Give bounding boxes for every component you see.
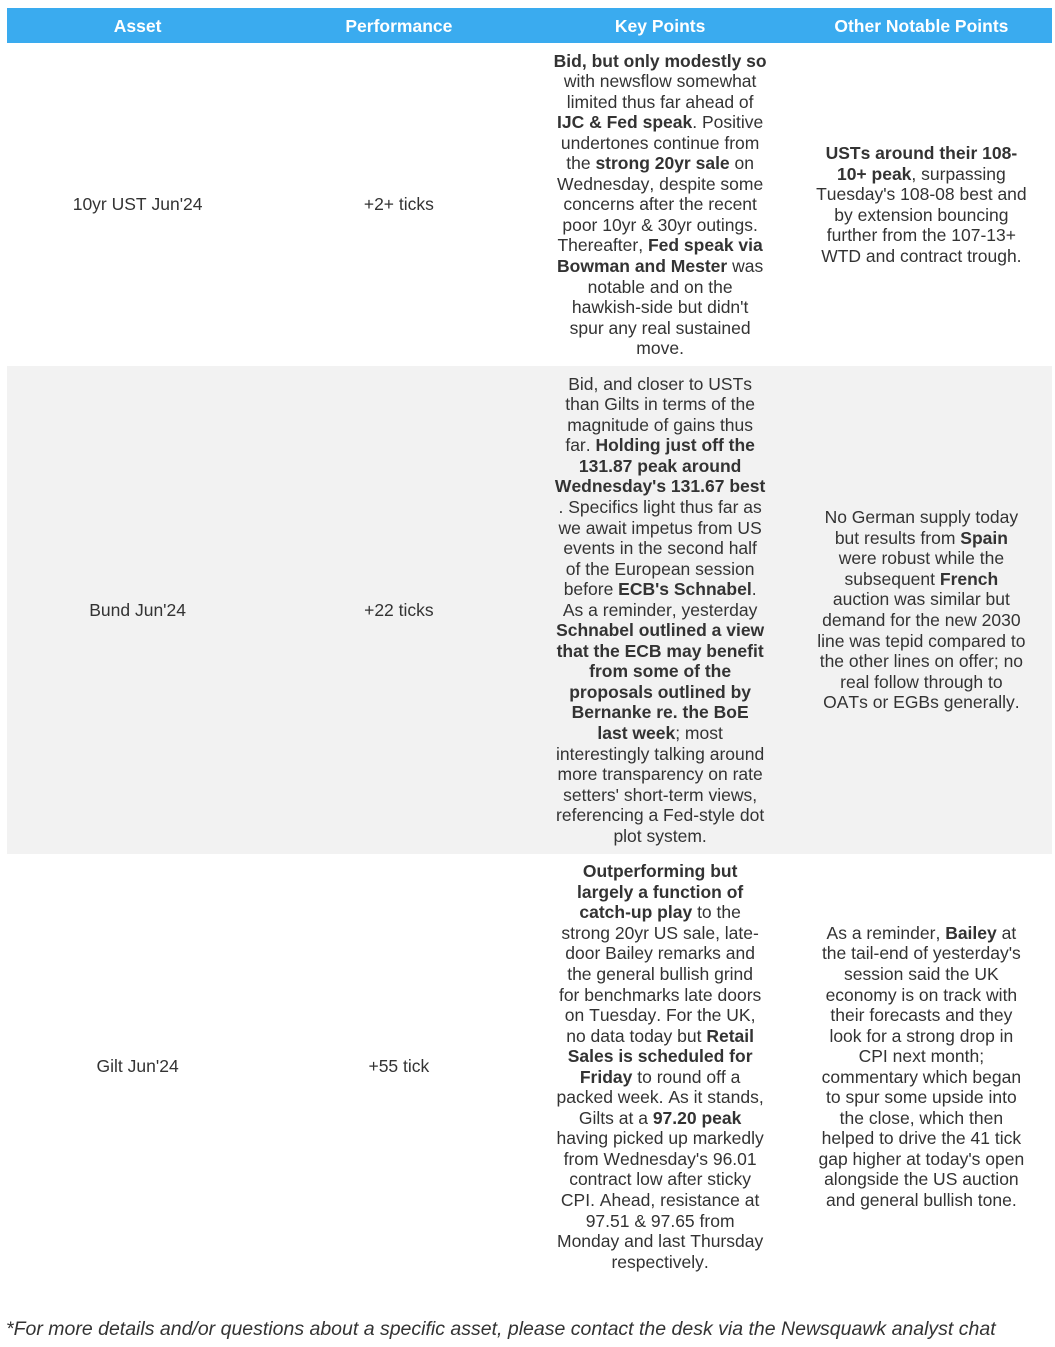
text-segment: concerns after the recent <box>563 194 757 215</box>
text-line <box>579 456 741 477</box>
text-line <box>837 164 1006 185</box>
text-segment: commentary which began <box>821 1066 1022 1087</box>
text-segment: the tail-end of yesterday's <box>821 943 1021 964</box>
text-segment: limited thus far ahead of <box>566 91 754 112</box>
text-segment: CPI. Ahead, resistance at <box>560 1190 760 1211</box>
bold-text-segment: Retail <box>706 1025 755 1046</box>
text-line <box>613 826 706 847</box>
text-line <box>830 1005 1012 1026</box>
text-segment: Bid, and closer to USTs <box>568 373 753 394</box>
text-line <box>557 256 763 277</box>
text-line <box>823 692 1019 713</box>
text-line <box>556 620 764 641</box>
text-line <box>557 1087 764 1108</box>
text-line <box>566 559 755 580</box>
other-notable-points-cell <box>791 51 1052 359</box>
text-line <box>562 215 758 236</box>
other-notable-points-cell <box>791 861 1052 1272</box>
text-line <box>563 600 758 621</box>
text-line <box>567 964 753 985</box>
text-line <box>826 143 1018 164</box>
text-line <box>579 1108 741 1129</box>
performance-cell: +2+ ticks <box>363 194 434 215</box>
text-segment: on <box>729 153 754 174</box>
text-line <box>567 92 754 113</box>
table-row-gilt <box>7 854 1052 1280</box>
text-segment: the <box>566 153 596 174</box>
text-line <box>827 225 1016 246</box>
bold-text-segment: strong 20yr sale <box>595 153 730 174</box>
text-segment: line was tepid compared to <box>817 630 1026 651</box>
bold-text-segment: largely a function of <box>576 881 744 902</box>
text-segment: their forecasts and they <box>830 1005 1013 1026</box>
text-line <box>554 51 767 72</box>
text-segment: Wednesday, despite some <box>557 173 764 194</box>
text-segment: was <box>727 255 764 276</box>
text-line <box>563 194 757 215</box>
bold-text-segment: Bid, but only modestly so <box>553 50 767 71</box>
bold-text-segment: Bernanke re. the BoE <box>571 702 749 723</box>
text-segment: ; most <box>675 723 723 743</box>
text-line <box>636 338 684 359</box>
text-segment: Monday and last Thursday <box>557 1231 764 1252</box>
text-segment: , surpassing <box>911 163 1006 184</box>
text-line <box>589 661 731 682</box>
bold-text-segment: French <box>939 568 999 589</box>
text-segment: session said the UK <box>844 964 999 985</box>
text-segment: CPI next month; <box>858 1046 985 1067</box>
text-segment: subsequent <box>844 568 940 589</box>
text-line <box>583 861 738 882</box>
text-segment: Tuesday's 108-08 best and <box>816 184 1027 205</box>
text-line <box>826 1087 1017 1108</box>
text-line <box>565 1005 756 1026</box>
text-line <box>558 497 761 518</box>
text-segment: WTD and contract trough. <box>821 245 1022 266</box>
text-segment: plot system. <box>613 825 707 846</box>
text-line <box>833 589 1010 610</box>
text-line <box>819 1149 1025 1170</box>
text-line <box>611 1252 708 1273</box>
text-line <box>569 1169 751 1190</box>
text-segment: packed week. As it stands, <box>556 1087 764 1108</box>
text-segment: alongside the US auction <box>824 1169 1019 1190</box>
text-segment: than Gilts in terms of the <box>565 394 755 415</box>
text-segment: for benchmarks late doors <box>558 984 762 1005</box>
text-segment: . <box>751 579 757 600</box>
text-line <box>572 297 749 318</box>
text-segment: events in the second half <box>563 538 757 559</box>
text-line <box>557 1231 763 1252</box>
text-line <box>557 112 763 133</box>
text-segment: notable and on the <box>587 276 733 297</box>
text-line <box>563 785 757 806</box>
performance-cell: +22 ticks <box>364 599 434 620</box>
text-line <box>822 943 1021 964</box>
text-segment: spur any real sustained <box>569 317 751 338</box>
text-segment: respectively. <box>611 1251 709 1272</box>
text-segment: gap higher at today's open <box>818 1148 1025 1169</box>
text-segment: . Specifics light thus far as <box>558 496 762 517</box>
text-segment: to round off a <box>632 1066 741 1087</box>
text-line <box>558 518 761 539</box>
text-segment: . Positive <box>692 112 764 133</box>
text-line <box>577 882 743 903</box>
text-segment: far. <box>565 435 596 456</box>
bold-text-segment: Wednesday's 131.67 best <box>554 476 766 497</box>
text-line <box>556 805 764 826</box>
text-line <box>579 902 740 923</box>
other-notable-points-cell <box>791 374 1052 847</box>
text-line <box>822 1128 1021 1149</box>
bold-text-segment: ECB's Schnabel <box>618 579 752 600</box>
text-line <box>827 923 1017 944</box>
text-segment: interestingly talking around <box>556 743 765 764</box>
text-line <box>829 1026 1013 1047</box>
text-line <box>820 651 1023 672</box>
text-segment: further from the 107-13+ <box>826 225 1016 246</box>
bold-text-segment: catch-up play <box>579 902 693 923</box>
table-row-bund <box>7 366 1052 854</box>
text-segment: demand for the new 2030 <box>822 609 1021 630</box>
bold-text-segment: 131.87 peak around <box>578 455 742 476</box>
text-segment: but results from <box>834 527 961 548</box>
text-line <box>558 764 763 785</box>
text-segment: having picked up markedly <box>556 1128 764 1149</box>
text-line <box>559 985 761 1006</box>
text-segment: OATs or EGBs generally. <box>823 692 1020 713</box>
text-line <box>565 394 755 415</box>
text-segment: to the <box>692 902 741 923</box>
bold-text-segment: IJC & Fed speak <box>557 112 693 133</box>
text-line <box>597 723 722 744</box>
text-segment: on Tuesday. For the UK, <box>564 1005 756 1026</box>
bold-text-segment: Friday <box>579 1066 633 1087</box>
key-points-cell <box>530 861 791 1272</box>
text-segment: and general bullish tone. <box>826 1190 1017 1211</box>
text-segment: door Bailey remarks and <box>565 943 755 964</box>
text-line <box>826 985 1018 1006</box>
text-segment: economy is on track with <box>825 984 1018 1005</box>
bold-text-segment: Fed speak via <box>647 235 763 256</box>
bold-text-segment: USTs around their 108- <box>825 142 1018 163</box>
text-line <box>572 702 749 723</box>
text-segment: hawkish-side but didn't <box>571 297 749 318</box>
text-segment: move. <box>636 338 684 359</box>
key-points-cell <box>530 51 791 359</box>
text-line <box>567 415 753 436</box>
text-segment: setters' short-term views, <box>563 784 758 805</box>
text-segment: from Wednesday's 96.01 <box>563 1148 757 1169</box>
text-line <box>564 579 757 600</box>
bold-text-segment: Bailey <box>945 922 997 943</box>
footnote: *For more details and/or questions about a specific asset, please contact the desk via the Newsquawk analyst chat <box>6 1318 996 1340</box>
bold-text-segment: Outperforming but <box>582 861 738 882</box>
text-line <box>561 923 758 944</box>
bold-text-segment: from some of the <box>589 661 732 682</box>
text-segment: more transparency on rate <box>557 764 763 785</box>
text-segment: undertones continue from <box>560 132 760 153</box>
bold-text-segment: that the ECB may benefit <box>556 640 764 661</box>
header-asset: Asset <box>113 15 162 36</box>
text-line <box>816 184 1027 205</box>
text-line <box>817 631 1025 652</box>
text-segment: No German supply today <box>824 507 1019 528</box>
text-segment: the other lines on offer; no <box>819 651 1024 672</box>
header-performance: Performance <box>345 15 453 36</box>
text-line <box>586 1211 735 1232</box>
text-line <box>568 374 752 395</box>
text-line <box>561 1190 759 1211</box>
text-line <box>566 1026 754 1047</box>
text-line <box>570 318 751 339</box>
text-segment: were robust while the <box>838 548 1005 569</box>
text-segment: As a reminder, yesterday <box>562 599 758 620</box>
text-segment: real follow through to <box>840 671 1003 692</box>
header-key-points: Key Points <box>614 15 706 36</box>
text-line <box>834 205 1008 226</box>
text-segment: we await impetus from US <box>558 517 762 538</box>
asset-performance-table <box>7 8 1052 1280</box>
text-line <box>557 235 762 256</box>
bold-text-segment: proposals outlined by <box>569 681 752 702</box>
header-other-notable-points: Other Notable Points <box>834 15 1009 36</box>
text-line <box>565 943 755 964</box>
text-line <box>844 964 999 985</box>
text-line <box>566 153 754 174</box>
text-line <box>563 538 757 559</box>
text-line <box>826 1190 1017 1211</box>
text-line <box>588 277 733 298</box>
text-segment: Thereafter, <box>557 235 648 256</box>
text-line <box>565 435 755 456</box>
bold-text-segment: last week <box>597 723 676 743</box>
bold-text-segment: 10+ peak <box>836 163 912 184</box>
text-line <box>835 528 1008 549</box>
text-segment: magnitude of gains thus <box>567 414 754 435</box>
text-segment: As a reminder, <box>826 922 946 943</box>
bold-text-segment: Spain <box>960 527 1008 548</box>
asset-cell: Gilt Jun'24 <box>96 1056 179 1077</box>
text-line <box>845 569 999 590</box>
text-segment: Gilts at a <box>578 1107 653 1128</box>
bold-text-segment: Sales is scheduled for <box>567 1046 753 1067</box>
text-segment: referencing a Fed-style dot <box>556 805 765 826</box>
text-line <box>564 71 757 92</box>
performance-cell: +55 tick <box>368 1056 430 1077</box>
text-line <box>822 610 1020 631</box>
text-line <box>568 1046 753 1067</box>
text-line <box>580 1067 741 1088</box>
text-segment: 97.51 & 97.65 from <box>585 1210 735 1231</box>
bold-text-segment: Bowman and Mester <box>557 255 728 276</box>
text-line <box>824 1169 1019 1190</box>
text-segment: before <box>563 579 619 600</box>
asset-cell: 10yr UST Jun'24 <box>72 194 203 215</box>
bold-text-segment: Schnabel outlined a view <box>556 620 765 641</box>
text-line <box>556 744 764 765</box>
text-segment: look for a strong drop in <box>829 1025 1014 1046</box>
text-line <box>557 641 764 662</box>
asset-cell: Bund Jun'24 <box>89 599 186 620</box>
text-segment: to spur some upside into <box>826 1087 1017 1108</box>
text-segment: with newsflow somewhat <box>563 71 757 92</box>
text-line <box>839 548 1004 569</box>
text-segment: at <box>996 922 1017 943</box>
text-segment: of the European session <box>565 558 755 579</box>
text-line <box>825 507 1019 528</box>
text-line <box>840 1108 1003 1129</box>
text-segment: the general bullish grind <box>567 964 754 985</box>
key-points-cell <box>530 374 791 847</box>
text-line <box>569 682 751 703</box>
text-segment: no data today but <box>566 1025 707 1046</box>
text-segment: by extension bouncing <box>834 204 1009 225</box>
text-line <box>561 133 759 154</box>
table-row-10yr-ust <box>7 43 1052 366</box>
text-line <box>557 1128 764 1149</box>
text-line <box>555 476 765 497</box>
text-segment: auction was similar but <box>832 589 1010 610</box>
bold-text-segment: Holding just off the <box>595 435 755 456</box>
text-segment: strong 20yr US sale, late- <box>561 922 759 943</box>
text-segment: contract low after sticky <box>569 1169 752 1190</box>
text-segment: helped to drive the 41 tick <box>821 1128 1022 1149</box>
text-line <box>564 1149 757 1170</box>
bold-text-segment: 97.20 peak <box>652 1107 742 1128</box>
text-line <box>822 1067 1021 1088</box>
text-line <box>859 1046 984 1067</box>
text-segment: poor 10yr & 30yr outings. <box>562 214 758 235</box>
text-line <box>840 672 1002 693</box>
text-segment: the close, which then <box>839 1107 1004 1128</box>
text-line <box>557 174 763 195</box>
text-line <box>821 246 1021 267</box>
table-header <box>7 8 1052 43</box>
